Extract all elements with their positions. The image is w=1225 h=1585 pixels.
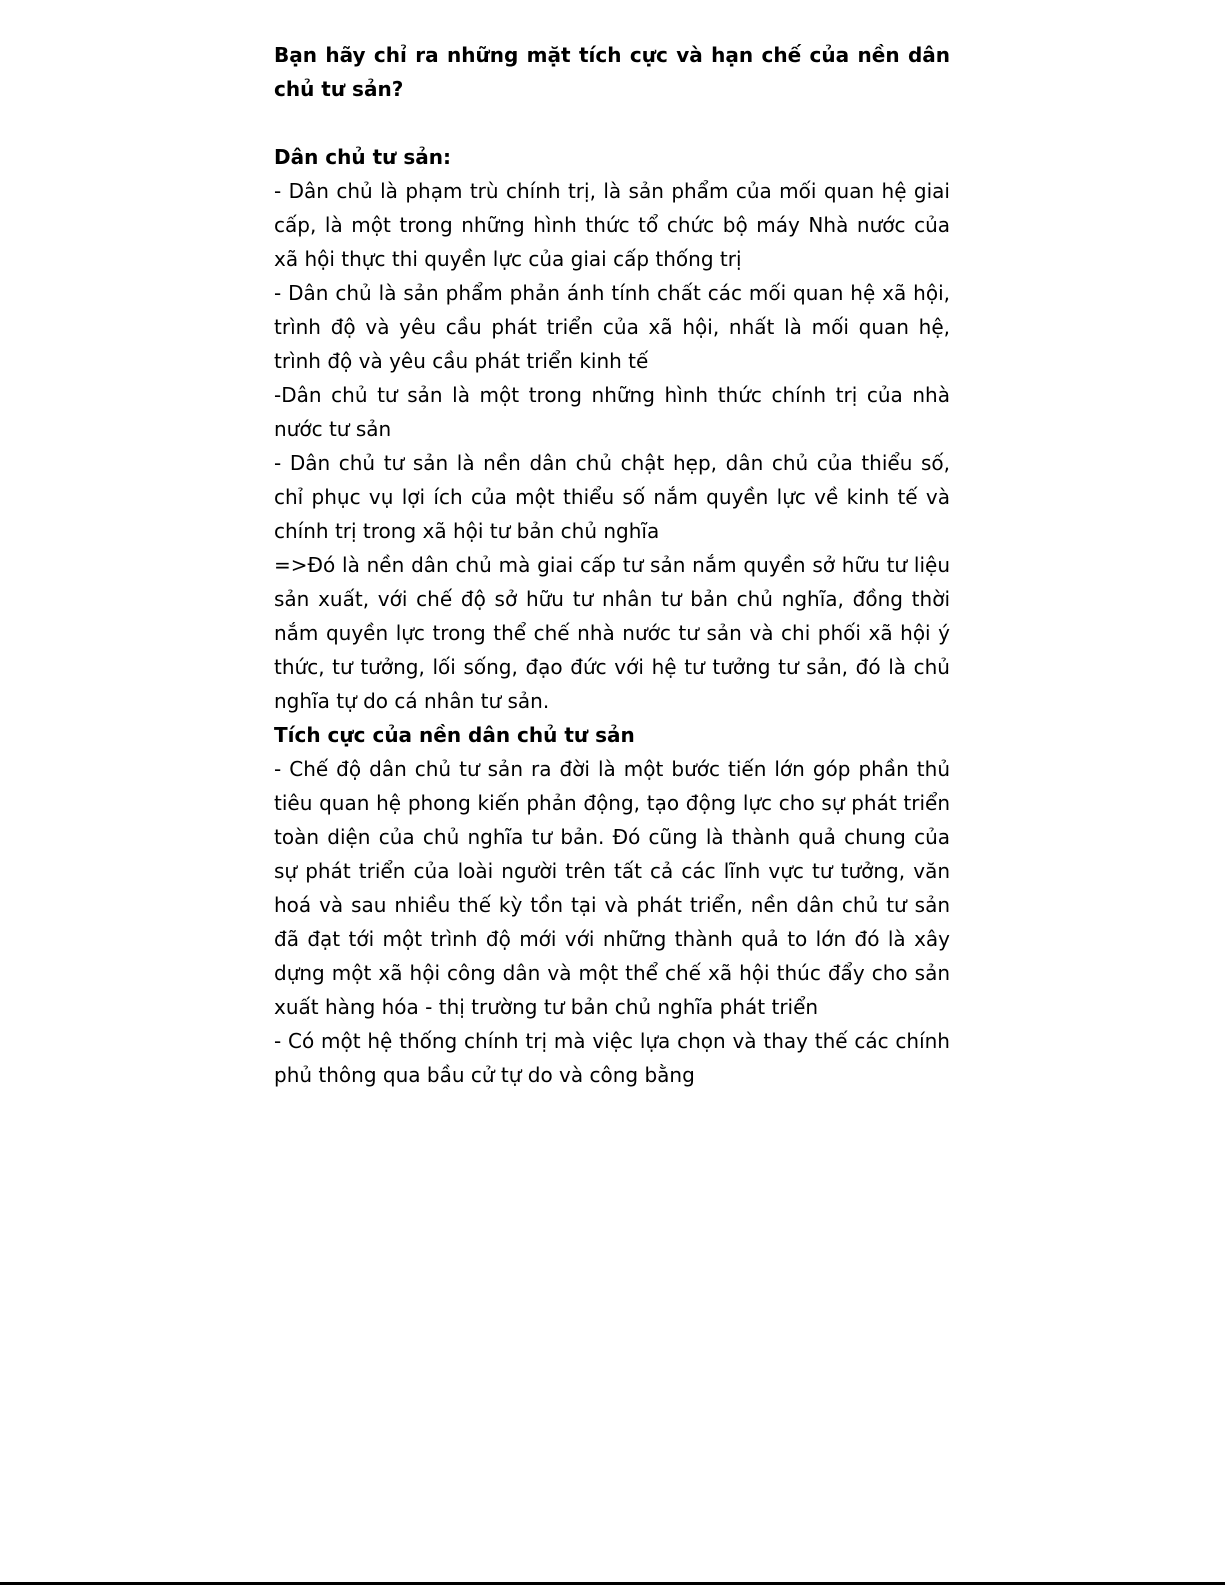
paragraph: - Dân chủ là sản phẩm phản ánh tính chất các mối quan hệ xã hội, trình độ và yêu cầu phát triển của xã hội, nhất là mối quan hệ, trình độ và yêu cầu phát triển kinh tế: [274, 281, 950, 373]
paragraph: - Dân chủ là phạm trù chính trị, là sản phẩm của mối quan hệ giai cấp, là một trong những hình thức tổ chức bộ máy Nhà nước của xã hội thực thi quyền lực của giai cấp thống trị: [274, 179, 950, 271]
section-heading-bourgeois-democracy: Dân chủ tư sản:: [274, 145, 451, 169]
question-title: Bạn hãy chỉ ra những mặt tích cực và hạn chế của nền dân chủ tư sản?: [274, 43, 950, 101]
paragraph: - Có một hệ thống chính trị mà việc lựa chọn và thay thế các chính phủ thông qua bầu cử tự do và công bằng: [274, 1029, 950, 1087]
paragraph: -Dân chủ tư sản là một trong những hình thức chính trị của nhà nước tư sản: [274, 383, 950, 441]
document-body: [274, 38, 950, 1092]
paragraph: - Chế độ dân chủ tư sản ra đời là một bước tiến lớn góp phần thủ tiêu quan hệ phong kiến phản động, tạo động lực cho sự phát triển toàn diện của chủ nghĩa tư bản. Đó cũng là thành quả chung của sự phát triển của loài người trên tất cả các lĩnh vực tư tưởng, văn hoá và sau nhiều thế kỳ tồn tại và phát triển, nền dân chủ tư sản đã đạt tới một trình độ mới với những thành quả to lớn đó là xây dựng một xã hội công dân và một thể chế xã hội thúc đẩy cho sản xuất hàng hóa - thị trường tư bản chủ nghĩa phát triển: [274, 757, 950, 1019]
paragraph: =>Đó là nền dân chủ mà giai cấp tư sản nắm quyền sở hữu tư liệu sản xuất, với chế độ sở hữu tư nhân tư bản chủ nghĩa, đồng thời nắm quyền lực trong thể chế nhà nước tư sản và chi phối xã hội ý thức, tư tưởng, lối sống, đạo đức với hệ tư tưởng tư sản, đó là chủ nghĩa tự do cá nhân tư sản.: [274, 553, 950, 713]
paragraph: - Dân chủ tư sản là nền dân chủ chật hẹp, dân chủ của thiểu số, chỉ phục vụ lợi ích của một thiểu số nắm quyền lực về kinh tế và chính trị trong xã hội tư bản chủ nghĩa: [274, 451, 950, 543]
section-heading-positive-aspects: Tích cực của nền dân chủ tư sản: [274, 723, 635, 747]
